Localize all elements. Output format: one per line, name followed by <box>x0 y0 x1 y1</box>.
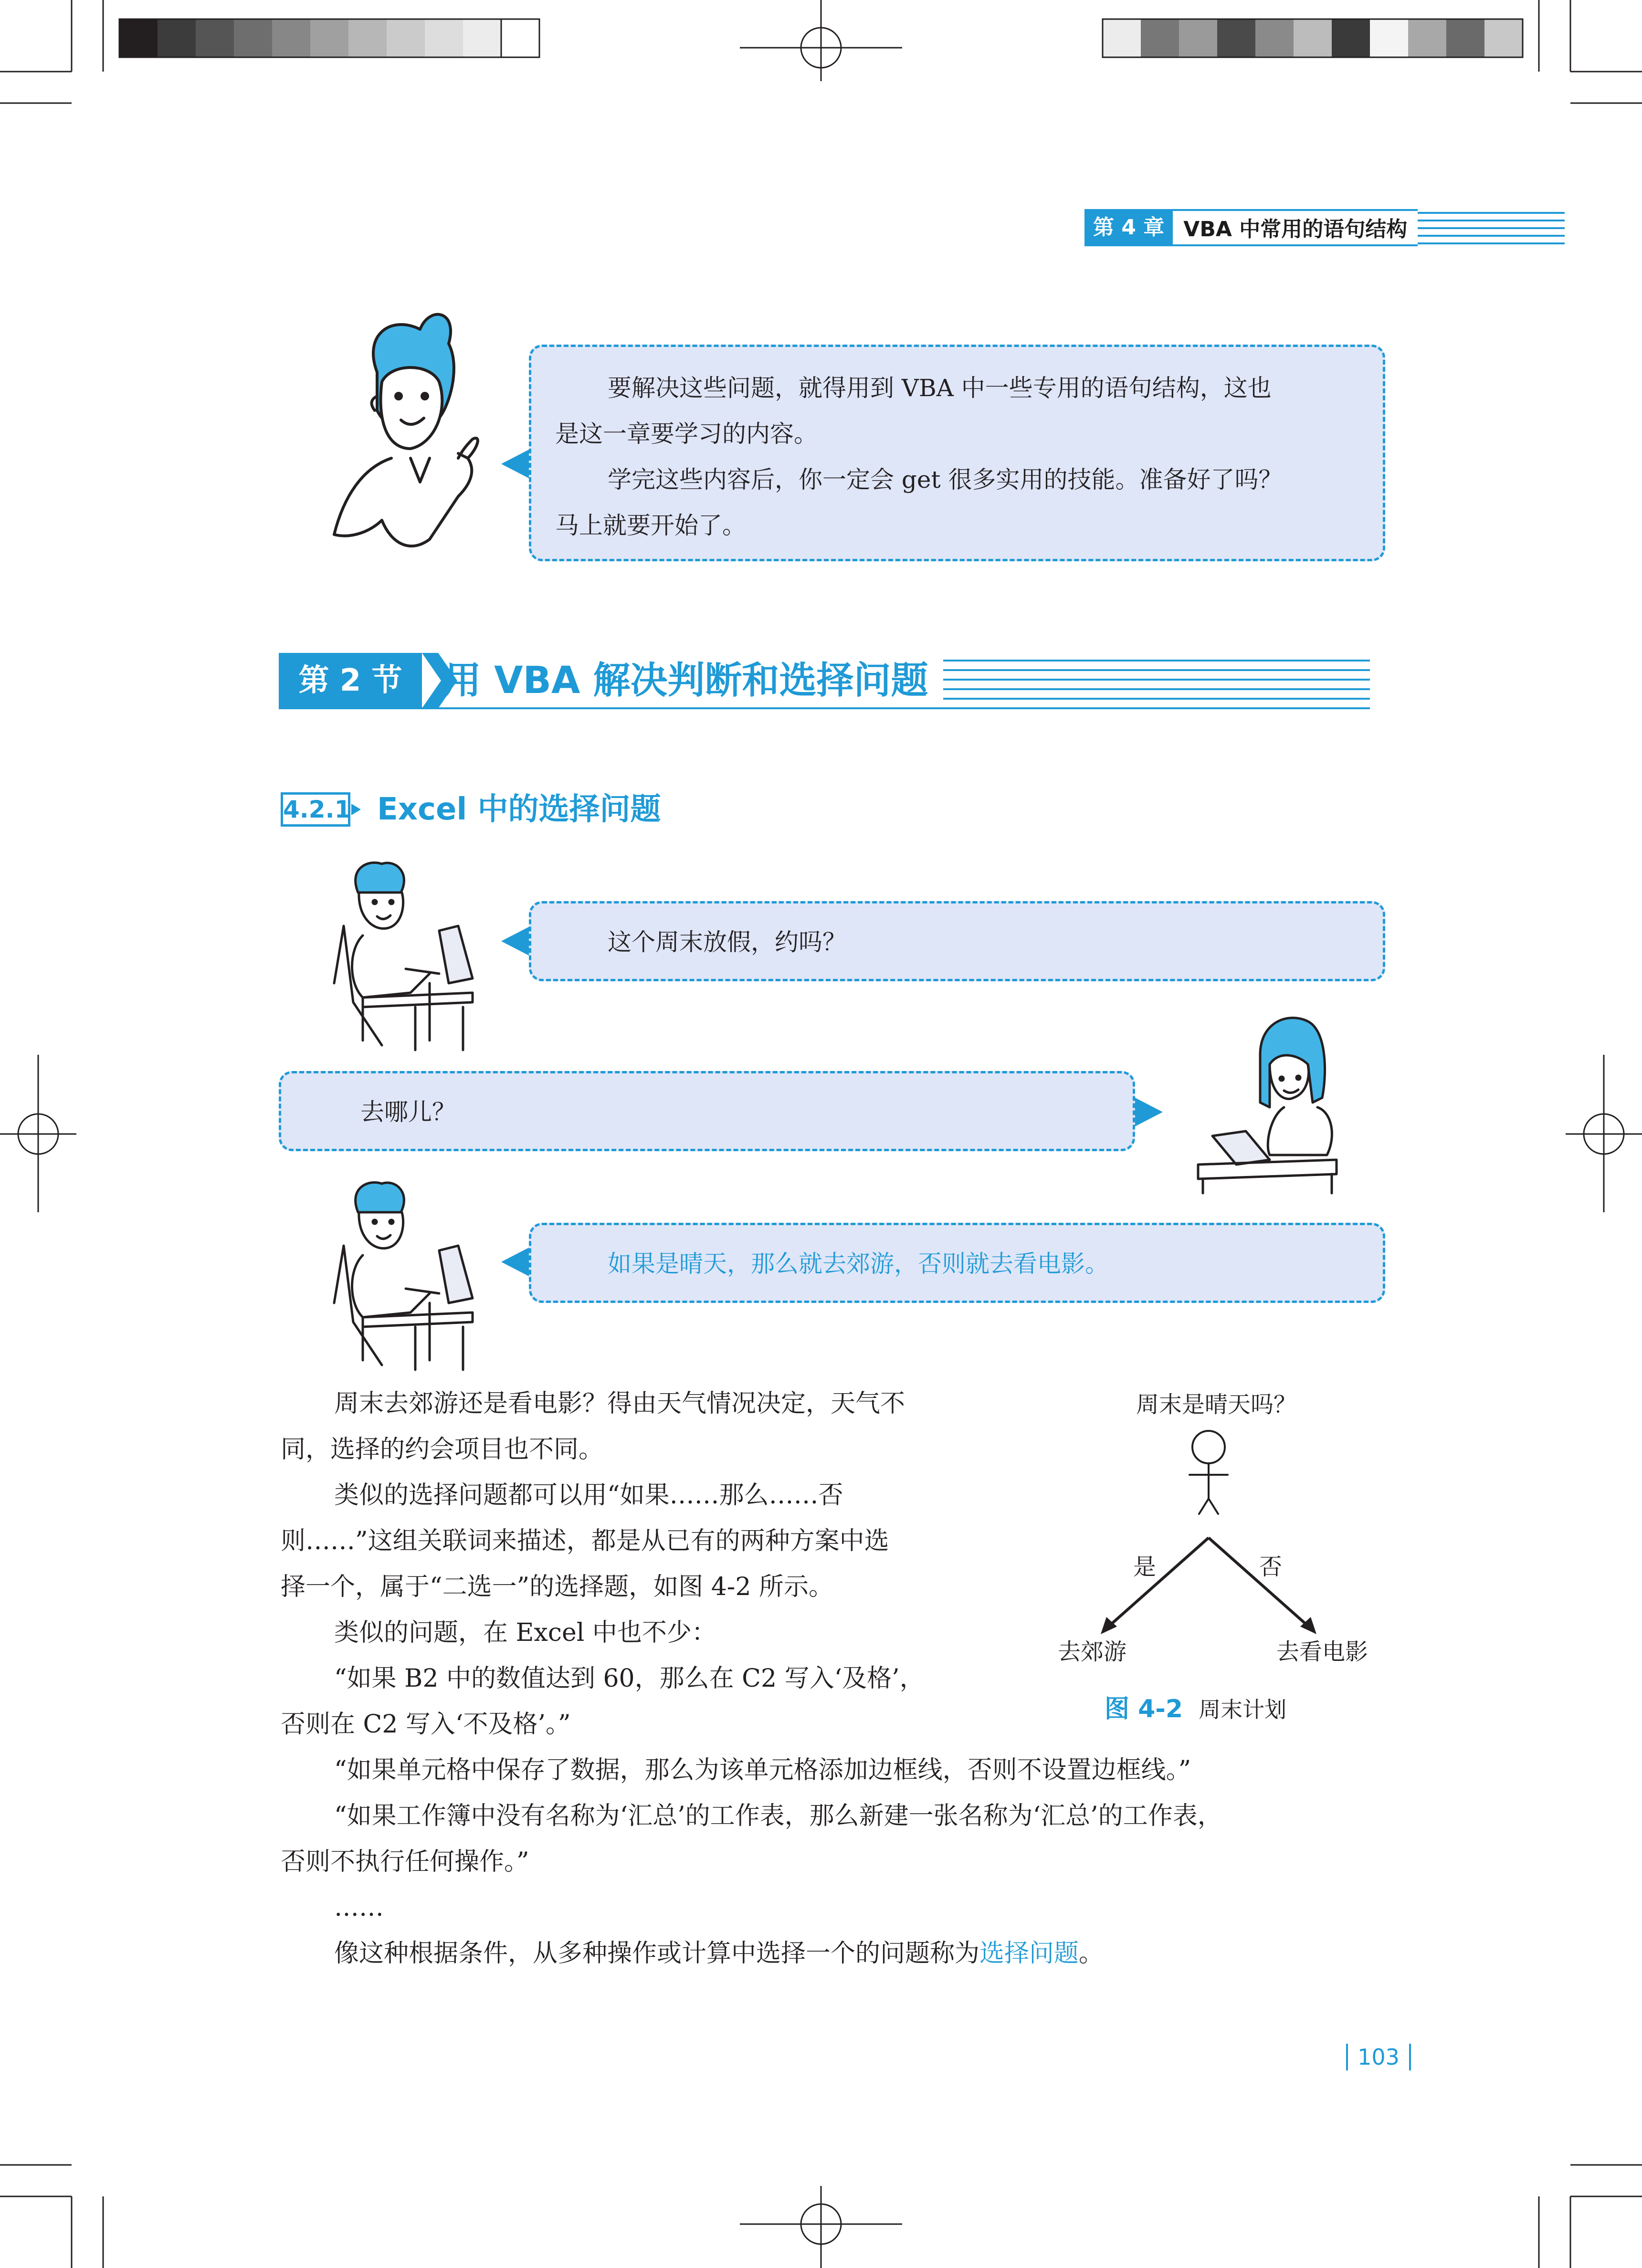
dialog-bubble-q2 <box>279 1071 1135 1151</box>
intro-line-4: 马上就要开始了。 <box>555 512 746 539</box>
chapter-label: 第 4 章 <box>1084 209 1173 246</box>
body-p2-line1: 类似的选择问题都可以用“如果……那么……否 <box>334 1481 843 1510</box>
figure-caption <box>1105 1689 1286 1724</box>
subsection-number: 4.2.1 <box>281 792 350 827</box>
body-ellipsis: …… <box>334 1893 384 1922</box>
body-p7 <box>334 1930 1104 1977</box>
figure-caption-number: 图 4-2 <box>1105 1695 1183 1723</box>
subsection-arrow-icon <box>351 804 361 815</box>
intro-speech-bubble <box>529 345 1385 561</box>
bubble-pointer-q1 <box>501 927 529 956</box>
bubble-pointer-intro <box>501 450 529 478</box>
body-p3: 类似的问题，在 Excel 中也不少： <box>334 1618 716 1647</box>
bubble-pointer-q2 <box>1135 1098 1163 1126</box>
figure-left-option: 去郊游 <box>1058 1638 1127 1665</box>
intro-line-2: 是这一章要学习的内容。 <box>555 420 818 448</box>
body-p4-line2: 否则在 C2 写入‘不及格’。” <box>281 1710 571 1739</box>
figure-question: 周末是晴天吗？ <box>1136 1391 1297 1418</box>
boy-laptop-illustration-2 <box>334 1183 473 1370</box>
teacher-illustration <box>334 315 478 546</box>
body-p6-line1: “如果工作簿中没有名称为‘汇总’的工作表，那么新建一张名称为‘汇总’的工作表， <box>334 1802 1222 1830</box>
figure-right-option: 去看电影 <box>1276 1638 1368 1665</box>
body-p2-line2: 则……”这组关联词来描述，都是从已有的两种方案中选 <box>281 1527 889 1555</box>
body-p7-prefix: 像这种根据条件，从多种操作或计算中选择一个的问题称为 <box>334 1939 980 1968</box>
color-bar-right <box>1103 19 1523 57</box>
section-label: 第 2 节 <box>279 653 422 708</box>
intro-line-1: 要解决这些问题，就得用到 VBA 中一些专用的语句结构，这也 <box>608 374 1272 402</box>
figure-caption-text: 周末计划 <box>1199 1697 1287 1722</box>
dialog-bubble-q3 <box>529 1223 1385 1303</box>
dialog-q1-text: 这个周末放假，约吗？ <box>608 928 846 956</box>
body-p5: “如果单元格中保存了数据，那么为该单元格添加边框线，否则不设置边框线。” <box>334 1756 1191 1785</box>
subsection-title: Excel 中的选择问题 <box>377 792 661 827</box>
section-title: 用 VBA 解决判断和选择问题 <box>444 659 928 702</box>
body-p6-line2: 否则不执行任何操作。” <box>281 1848 529 1876</box>
figure-no-label: 否 <box>1259 1554 1283 1580</box>
figure-yes-label: 是 <box>1133 1554 1157 1580</box>
bubble-pointer-q3 <box>501 1248 529 1276</box>
dialog-q3-text: 如果是晴天，那么就去郊游，否则就去看电影。 <box>608 1250 1109 1278</box>
page-number: 103 <box>1358 2044 1400 2070</box>
running-header <box>1084 209 1418 246</box>
body-p1-line2: 同，选择的约会项目也不同。 <box>281 1435 604 1464</box>
dialog-bubble-q1 <box>529 901 1385 981</box>
body-p1-line1: 周末去郊游还是看电影？得由天气情况决定，天气不 <box>334 1389 905 1418</box>
header-stripes <box>1414 213 1565 243</box>
girl-laptop-illustration <box>1198 1018 1337 1193</box>
dialog-q2-text: 去哪儿？ <box>360 1098 456 1126</box>
boy-laptop-illustration-1 <box>334 863 473 1050</box>
body-p7-suffix: 。 <box>1079 1939 1104 1968</box>
intro-line-3: 学完这些内容后，你一定会 get 很多实用的技能。准备好了吗？ <box>608 466 1283 494</box>
body-p2-line3: 择一个，属于“二选一”的选择题，如图 4-2 所示。 <box>281 1573 833 1601</box>
body-p7-term: 选择问题 <box>979 1939 1079 1968</box>
body-p4-line1: “如果 B2 中的数值达到 60，那么在 C2 写入‘及格’， <box>334 1664 925 1693</box>
chapter-title: VBA 中常用的语句结构 <box>1173 209 1418 246</box>
color-bar-left <box>119 19 539 57</box>
stick-figure <box>1189 1431 1228 1514</box>
